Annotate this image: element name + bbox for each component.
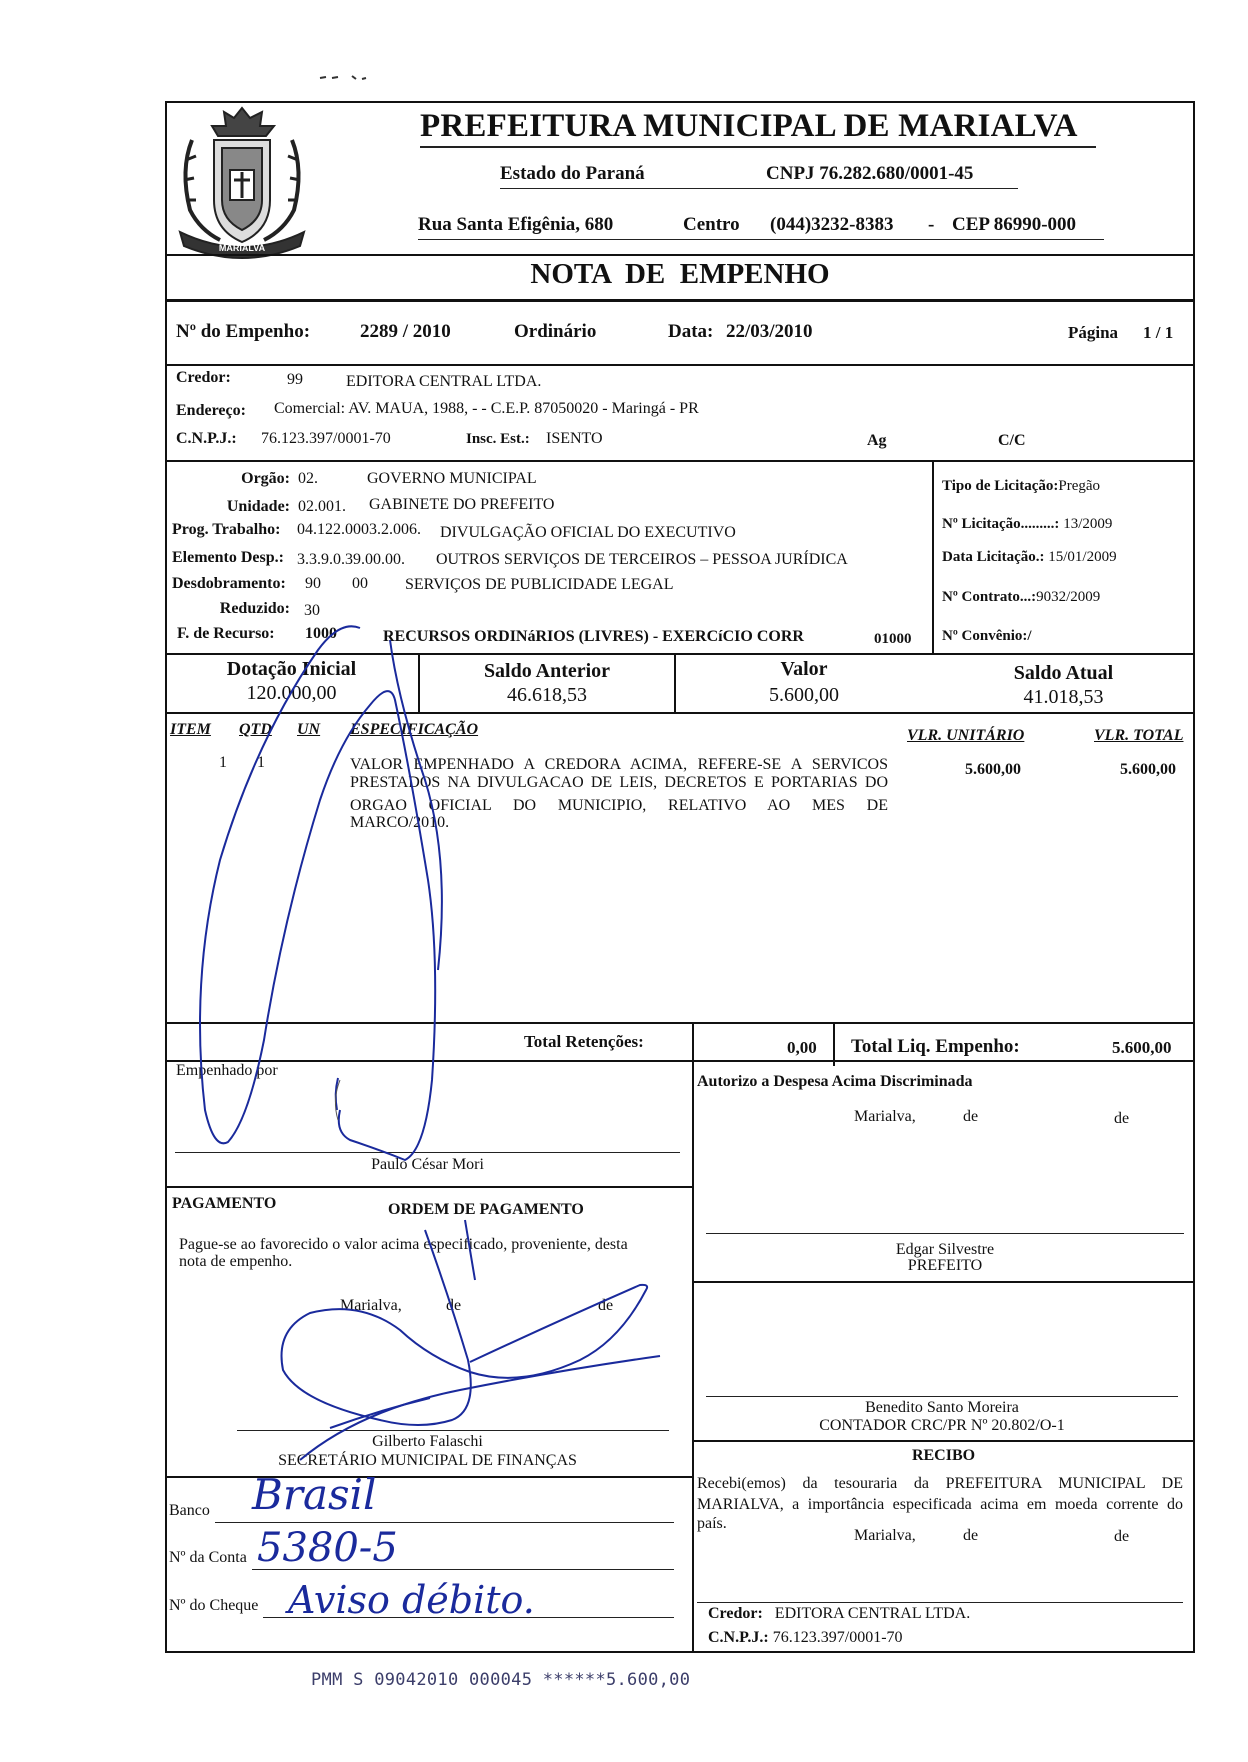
item-qtd: 1 (257, 754, 265, 771)
convenio-number: Nº Convênio:/ (942, 628, 1032, 644)
cnpj-label: C.N.P.J.: (176, 430, 237, 447)
prefeito-role: PREFEITO (907, 1257, 983, 1274)
header-separator: - (928, 214, 935, 235)
payment-stamp: PMM S 09042010 000045 ******5.600,00 (311, 1670, 691, 1690)
orgao-code: 02. (298, 470, 318, 487)
empenho-date: 22/03/2010 (726, 321, 813, 342)
header-phone: (044)3232-8383 (770, 214, 894, 235)
valor-value: 5.600,00 (769, 684, 839, 706)
banco-label: Banco (169, 1502, 210, 1519)
item-spec-line-3: ORGAO OFICIAL DO MUNICIPIO, RELATIVO AO MES DE (350, 797, 888, 814)
elemento-label: Elemento Desp.: (172, 549, 284, 566)
orgao-name: GOVERNO MUNICIPAL (367, 470, 537, 487)
item-unit-value: 5.600,00 (965, 761, 1021, 778)
cheque-label: Nº do Cheque (169, 1597, 259, 1614)
contrato-number: Nº Contrato...:9032/2009 (942, 589, 1101, 605)
orgao-label: Orgão: (241, 470, 290, 487)
retencoes-value: 0,00 (787, 1038, 817, 1057)
prefeito-name: Edgar Silvestre (895, 1241, 995, 1258)
unidade-code: 02.001. (298, 498, 346, 515)
item-spec-line-2: PRESTADOS NA DIVULGACAO DE LEIS, DECRETOS E PORTARIAS DO (350, 774, 888, 791)
reduzido-label: Reduzido: (219, 600, 290, 617)
autorizo-label: Autorizo a Despesa Acima Discriminada (697, 1073, 973, 1090)
recibo-title: RECIBO (911, 1447, 976, 1464)
col-un: UN (297, 721, 321, 738)
address-label: Endereço: (176, 402, 246, 419)
empenhado-name: Paulo César Mori (371, 1156, 484, 1173)
recibo-de-2: de (1114, 1528, 1130, 1545)
fonte-code: 1000 (305, 625, 337, 642)
retencoes-label: Total Retenções: (524, 1032, 644, 1051)
pagamento-city: Marialva, (340, 1297, 402, 1314)
unidade-label: Unidade: (226, 498, 290, 515)
saldo-anterior-label: Saldo Anterior (483, 660, 611, 682)
licitacao-type-label: Tipo de Licitação:Pregão (942, 478, 1101, 494)
dotacao-label: Dotação Inicial (226, 658, 357, 680)
saldo-atual-label: Saldo Atual (1013, 662, 1114, 684)
ordem-pagamento-label: ORDEM DE PAGAMENTO (388, 1201, 584, 1218)
conta-handwritten: 5380-5 (257, 1525, 398, 1571)
fonte-name: RECURSOS ORDINáRIOS (LIVRES) - EXERCíCIO CORR (383, 628, 804, 645)
col-qtd: QTD (239, 721, 272, 738)
credor-address: Comercial: AV. MAUA, 1988, - - C.E.P. 87050020 - Maringá - PR (274, 400, 699, 417)
empenho-type: Ordinário (514, 321, 597, 342)
recibo-text-1: Recebi(emos) da tesouraria da PREFEITURA MUNICIPAL DE (697, 1475, 1183, 1492)
unidade-name: GABINETE DO PREFEITO (369, 496, 555, 513)
fonte-code-2: 01000 (874, 631, 912, 647)
desdobramento-name: SERVIÇOS DE PUBLICIDADE LEGAL (405, 576, 674, 593)
signature-falaschi (282, 1220, 660, 1460)
header-state: Estado do Paraná (500, 163, 645, 184)
licitacao-date: Data Licitação.: 15/01/2009 (942, 549, 1117, 565)
elemento-name: OUTROS SERVIÇOS DE TERCEIROS – PESSOA JURÍDICA (436, 551, 848, 568)
signature-mori (200, 626, 442, 1160)
credor-label: Credor: (176, 369, 231, 386)
cc-label: C/C (998, 432, 1026, 449)
pagamento-de-2: de (598, 1297, 614, 1314)
conta-label: Nº da Conta (169, 1549, 247, 1566)
credor-code: 99 (287, 371, 303, 388)
item-number: 1 (219, 754, 227, 771)
page-number: 1 / 1 (1143, 323, 1174, 342)
page-label: Página (1068, 323, 1119, 342)
header-title: PREFEITURA MUNICIPAL DE MARIALVA (420, 108, 1078, 144)
recibo-city: Marialva, (854, 1527, 916, 1544)
item-total-value: 5.600,00 (1120, 761, 1176, 778)
header-cnpj: CNPJ 76.282.680/0001-45 (766, 163, 974, 184)
cheque-handwritten: Aviso débito. (288, 1578, 535, 1622)
liq-empenho-value: 5.600,00 (1112, 1038, 1172, 1057)
col-spec: ESPECIFICAÇÃO (350, 721, 479, 738)
ie-label: Insc. Est.: (466, 431, 530, 447)
elemento-code: 3.3.9.0.39.00.00. (297, 551, 405, 568)
credor-cnpj: 76.123.397/0001-70 (261, 430, 391, 447)
empenho-number: 2289 / 2010 (360, 321, 451, 342)
empenho-date-label: Data: (668, 321, 714, 342)
saldo-anterior-value: 46.618,53 (507, 684, 587, 706)
contador-role: CONTADOR CRC/PR Nº 20.802/O-1 (819, 1417, 1065, 1434)
desdobramento-code-2: 00 (352, 575, 368, 592)
svg-text:MARIALVA: MARIALVA (218, 243, 266, 253)
header-cep: CEP 86990-000 (952, 214, 1077, 235)
secretario-name: Gilberto Falaschi (372, 1433, 483, 1450)
col-unit: VLR. UNITÁRIO (907, 727, 1025, 744)
document-title: NOTA DE EMPENHO (530, 258, 830, 290)
autorizo-de-2: de (1114, 1110, 1130, 1127)
prog-name: DIVULGAÇÃO OFICIAL DO EXECUTIVO (440, 524, 736, 541)
item-spec-line-4: MARCO/2010. (350, 814, 450, 831)
empenhado-label: Empenhado por (176, 1062, 278, 1079)
credor-ie: ISENTO (546, 430, 603, 447)
ag-label: Ag (867, 432, 887, 449)
recibo-text-3: país. (697, 1515, 727, 1532)
secretario-role: SECRETÁRIO MUNICIPAL DE FINANÇAS (278, 1452, 577, 1469)
desdobramento-label: Desdobramento: (172, 575, 286, 592)
valor-label: Valor (780, 658, 828, 680)
fonte-label: F. de Recurso: (177, 625, 275, 642)
col-total: VLR. TOTAL (1094, 727, 1184, 744)
prog-label: Prog. Trabalho: (172, 521, 281, 538)
autorizo-de-1: de (963, 1108, 979, 1125)
prog-code: 04.122.0003.2.006. (297, 521, 421, 538)
saldo-atual-value: 41.018,53 (1023, 686, 1104, 708)
pagamento-de-1: de (446, 1297, 462, 1314)
recibo-credor: Credor: EDITORA CENTRAL LTDA. (708, 1605, 971, 1622)
pagamento-label: PAGAMENTO (172, 1195, 277, 1212)
licitacao-number: Nº Licitação.........: 13/2009 (942, 516, 1113, 532)
recibo-text-2: MARIALVA, a importância especificada acima em moeda corrente do (697, 1496, 1183, 1513)
recibo-cnpj: C.N.P.J.: 76.123.397/0001-70 (708, 1629, 903, 1646)
banco-handwritten: Brasil (252, 1470, 377, 1519)
item-spec-line-1: VALOR EMPENHADO A CREDORA ACIMA, REFERE-SE A SERVICOS (350, 756, 888, 773)
dotacao-value: 120.000,00 (246, 682, 337, 704)
liq-empenho-label: Total Liq. Empenho: (851, 1036, 1020, 1057)
recibo-de-1: de (963, 1527, 979, 1544)
credor-name: EDITORA CENTRAL LTDA. (346, 373, 542, 390)
header-district: Centro (683, 214, 740, 235)
pagamento-text-1: Pague-se ao favorecido o valor acima especificado, proveniente, desta (179, 1236, 628, 1253)
contador-name: Benedito Santo Moreira (865, 1399, 1019, 1416)
pagamento-text-2: nota de empenho. (179, 1253, 293, 1270)
empenho-number-label: Nº do Empenho: (176, 321, 311, 342)
reduzido-code: 30 (304, 602, 320, 619)
autorizo-city: Marialva, (854, 1108, 916, 1125)
desdobramento-code-1: 90 (305, 575, 321, 592)
header-street: Rua Santa Efigênia, 680 (418, 214, 614, 235)
col-item: ITEM (170, 721, 211, 738)
